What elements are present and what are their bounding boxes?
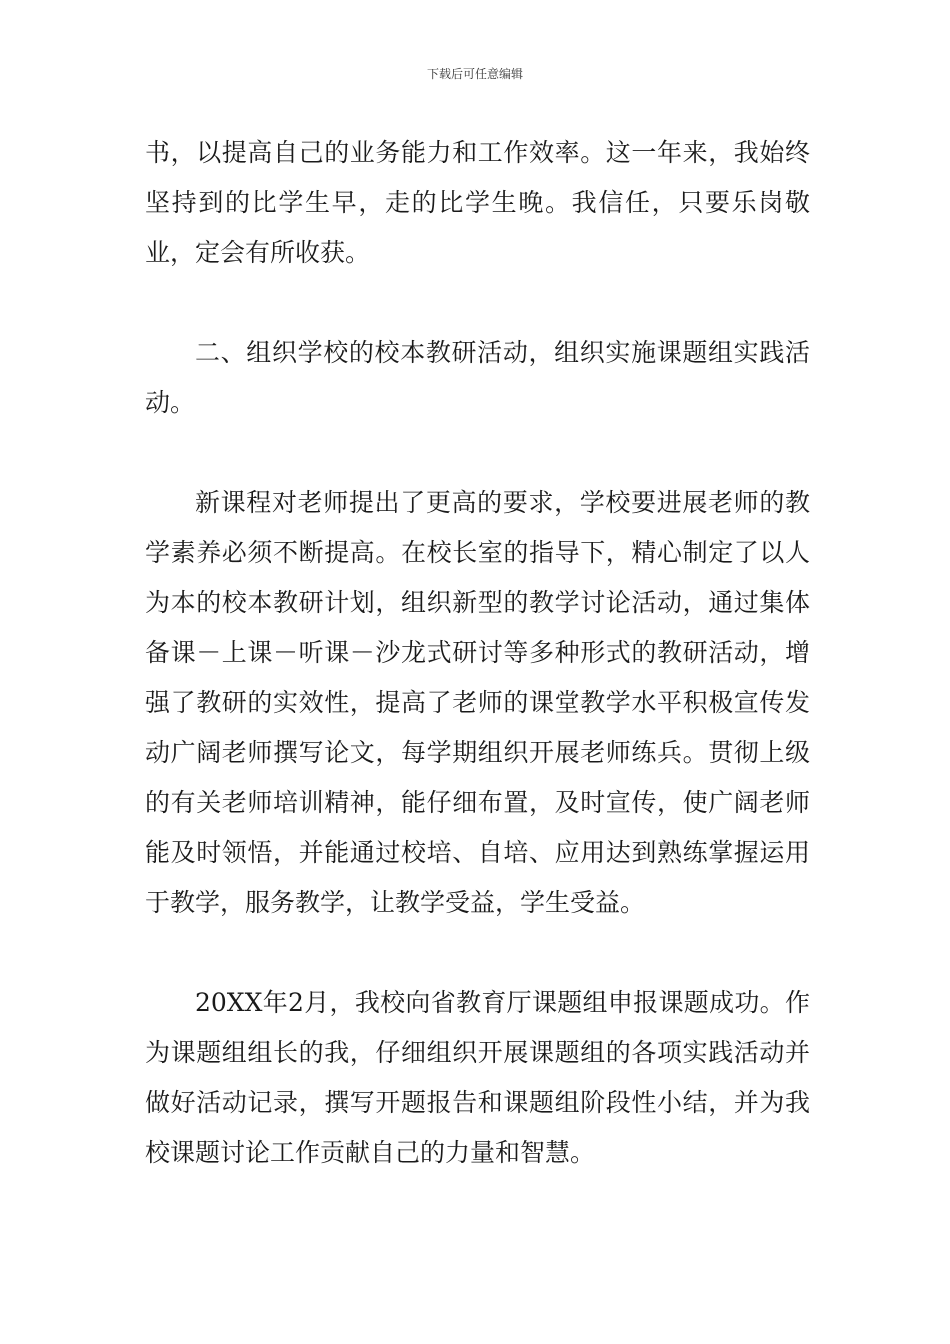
paragraph-continuation: 书，以提高自己的业务能力和工作效率。这一年来，我始终坚持到的比学生早，走的比学生晚。我信任，只要乐岗敬业，定会有所收获。 (145, 138, 810, 267)
paragraph-gap (145, 928, 810, 978)
paragraph-new-curriculum: 新课程对老师提出了更高的要求，学校要进展老师的教学素养必须不断提高。在校长室的指导下，精心制定了以人为本的校本教研计划，组织新型的教学讨论活动，通过集体备课－上课－听课－沙龙式研讨等多种形式的教研活动，增强了教研的实效性，提高了老师的课堂教学水平积极宣传发动广阔老师撰写论文，每学期组织开展老师练兵。贯彻上级的有关老师培训精神，能仔细布置，及时宣传，使广阔老师能及时领悟，并能通过校培、自培、应用达到熟练掌握运用于教学，服务教学，让教学受益，学生受益。 (145, 488, 810, 917)
section-heading-2: 二、组织学校的校本教研活动，组织实施课题组实践活动。 (145, 338, 810, 417)
paragraph-gap (145, 278, 810, 328)
paragraph-research-project: 20XX年2月，我校向省教育厅课题组申报课题成功。作为课题组组长的我，仔细组织开展课题组的各项实践活动并做好活动记录，撰写开题报告和课题组阶段性小结，并为我校课题讨论工作贡献自己的力量和智慧。 (145, 988, 810, 1167)
page-header: 下载后可任意编辑 (426, 67, 523, 81)
paragraph-gap (145, 428, 810, 478)
document-body (145, 128, 810, 1178)
